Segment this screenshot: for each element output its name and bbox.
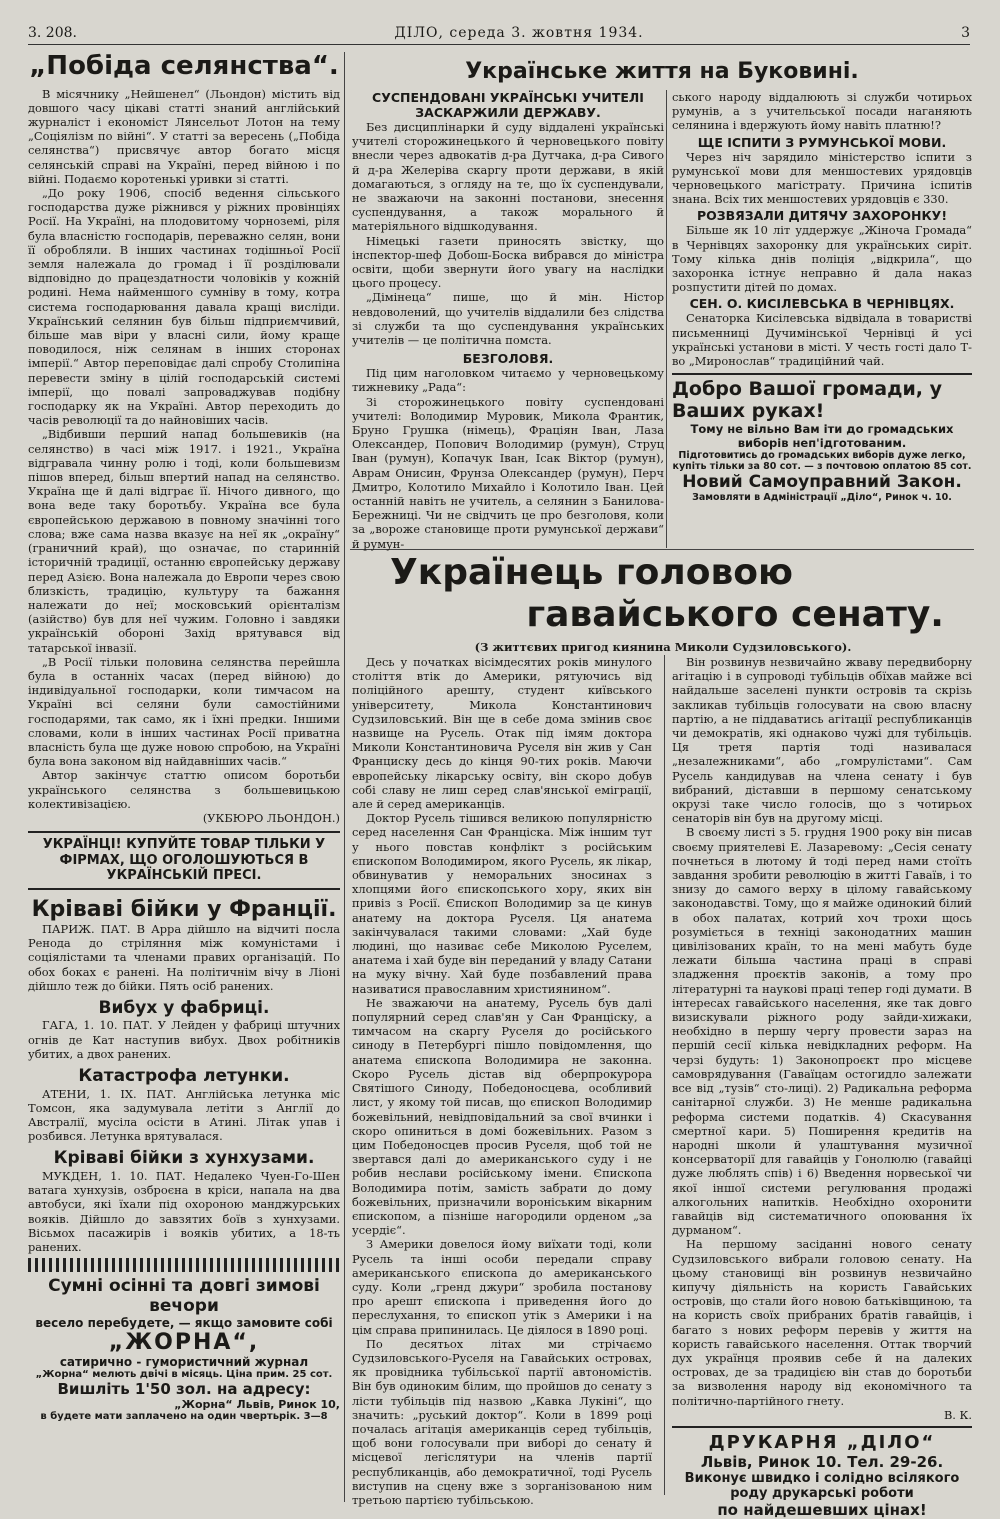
hunhuz-text: МУКДЕН, 1. 10. ПАТ. Недалеко Чуен-Го-Шен ватага хунхузів, озброєна в кріси, напала на два автобуси, які їхали під охороною манджурських вояків. Дійшло до завзятих боїв з хунхузами. Вісьмох пасажирів і вояків убитих, а 18-ть ранених. — [28, 1169, 340, 1255]
printing-ad-title: ДРУКАРНЯ „ДІЛО“ — [708, 1431, 936, 1453]
community-ad — [672, 373, 972, 503]
article-paragraph: Автор закінчує статтю описом боротьби українського селянства з большевицькою колективізацією. — [28, 768, 340, 811]
bukovina-column-right — [672, 90, 972, 548]
column-rule — [344, 52, 345, 1502]
bukovina-paragraph: Під цим наголовком читаємо у черновецькому тижневику „Рада“: — [352, 366, 664, 395]
hawaii-paragraph: Десь у початках вісімдесятих років минулого століття втік до Америки, рятуючись від поліційного арешту, студент київського університету, Микола Константинович Судзиловський. Він ще в себе дома змінив своє назвище на Русель. Отак під імям доктора Миколи Константиновича Руселя він жив у Сан Франциску десь до кінця 90-тих років. Маючи европейську лікарську освіту, він скоро добув собі славу не лиш серед слав'янської еміграції, але й серед американців. — [352, 655, 652, 812]
left-column — [28, 52, 340, 1497]
bukovina-title: Українське життя на Буковині. — [465, 59, 859, 84]
printing-ad-line: роду друкарські роботи — [730, 1485, 914, 1501]
issue-date: середа 3. жовтня 1934. — [449, 25, 644, 41]
hawaii-title-line2: гавайського сенату. — [526, 594, 944, 635]
ad-line: сатирично - гумористичний журнал — [59, 1355, 309, 1370]
hawaii-subtitle: (З життєвих пригод киянина Миколи Судзиловського). — [474, 640, 852, 654]
article-paragraph: „Відбивши перший напад большевиків (на селянство) в часі між 1917. і 1921., Україна відгравала чинну ролю і тоді, коли большевизм пішов вперед, більш впертий напад на селянство. Україна ще й далі відграє її. Нічого дивного, що вона веде таку боротьбу. Україна все була європейською державою в повному значінні того слова; вже сама назва вказує на неї як „окраїну“ (граничний край), що означає, по старинній історичній традиції, останню європейську державу перед Азією. Вона належала до Европи через свою близкість, традицію, культуру та бажання належати до неї; московський орієнталізм (азійство) був для неї чужим. Головно і завдяки українській обороні Захід врятувався від татарської інвазії. — [28, 427, 340, 655]
factory-title: Вибух у фабриці. — [98, 997, 270, 1018]
hawaii-paragraph: Він розвинув незвичайно жваву передвиборну агітацію і в супроводі тубільців обїхав майже всі найдальше заселені пункти островів та скрізь закликав тубільців голосувати на свою власну партію, а не піддаватись агітації республиканців чи демократів, які однаково чужі для тубільців. Ця третя партія тоді називалася „незалежниками“, або „гомрулістами“. Сам Русель кандидував на члена сенату і був вибраний, діставши в першому сенатському окрузі таке число голосів, що з чотирьох сенаторів він був на другому місці. — [672, 655, 972, 826]
community-ad-line: Підготовитись до громадських виборів дуже легко, купіть тільки за 80 сот. — з почтовою оплатою 85 сот. — [672, 450, 972, 473]
hawaii-paragraph: З Америки довелося йому виїхати тоді, коли Русель та інші особи передали справу американського єпископа до американського суду. Коли „гренд джури“ зробила постанову про арешт єпископа і приведення його до переслухання, то єпископ утік з Америки і на цім справа припинилась. Це діялося в 1890 році. — [352, 1237, 652, 1337]
bukovina-subhead: СУСПЕНДОВАНІ УКРАЇНСЬКІ УЧИТЕЛІ ЗАСКАРЖИЛИ ДЕРЖАВУ. — [372, 90, 644, 120]
community-ad-order: Замовляти в Адміністрації „Діло“, Ринок ч. 10. — [692, 492, 952, 504]
article-paragraph: „В Росії тільки половина селянства перейшла була в останніх часах (перед війною) до індивідуальної господарки, коли тимчасом на Україні всі селяни були самостійними господарями, так само, як і їхні предки. Іншими словами, коли в інших частинах Росії приватна власність була ще дуже новою спробою, на Україні була вона законом від найдавніших часів.“ — [28, 654, 340, 769]
article-paragraph: „До року 1906, спосіб ведення сільського господарства дуже ріжнився у ріжних провінціях Росії. На Україні, на плодовитому чорноземі, ріля була власністю господарів, переважно селян, вони її обробляли. В інших частинах тодішньої Росії земля належала до громад і її розділювали відповідно до працездатности чоловіків у кожній родині. Нема найменшого сумніву в тому, котра система господарювання давала кращі висліди. Український селянин був більш підприємчивий, більше мав віри у власні сили, йому краще поводилося, ніж селянам в інших сторонах імперії.“ Автор переповідає далі спробу Столипіна перевести зміну в цілій господарській системі імперії, що повалі запроваджував подібну господарку як на Україні. Автор переходить до часів революції та до найновіших часів. — [28, 186, 340, 428]
bukovina-paragraph: Німецькі газети приносять звістку, що інспектор-шеф Добош-Боска вибрався до міністра освіти, щоби звернути його увагу на наслідки цього процесу. — [352, 233, 664, 291]
masthead — [28, 22, 970, 45]
bukovina-paragraph: Більше як 10 літ уддержує „Жіноча Громада“ в Чернівцях захоронку для українських сиріт. Тому кілька днів поліція „відкрила“, що захоронка істнує неправно й дала наказ розпустити дітей по домах. — [672, 223, 972, 295]
factory-text: ГАГА, 1. 10. ПАТ. У Лейден у фабриці штучних огнів де Кат наступив вибух. Двох робітників убитих, а двох ранених. — [28, 1018, 340, 1061]
column-rule — [664, 655, 665, 1495]
bukovina-paragraph: Через ніч зарядило міністерство іспити з румунської мови для меншостевих урядовців черновецького магістрату. Причина іспитів знана. Всіх тих меншостевих урядовців є 330. — [672, 149, 972, 207]
hawaii-column-left — [352, 655, 652, 1507]
community-ad-book: Новий Самоуправний Закон. — [682, 472, 962, 493]
ad-line: „Жорна“ мелють двічі в місяць. Ціна прим. 25 сот. — [35, 1369, 333, 1381]
page-number-left: 3. 208. — [28, 25, 77, 41]
column-rule — [666, 90, 667, 548]
bukovina-paragraph: Зі сторожинецького повіту суспендовані учителі: Володимир Муровик, Микола Франтик, Бруно Грушка (німець), Фраціян Іван, Лаза Олександер, Попович Володимир (румун), Струц Іван (румун), Копачук Іван, Ісак Віктор (румун), Аврам Онисин, Фрунза Олександер (румун), Перч Дмитро, Колотило Михайло і Колотило Іван. Цей останній навіть не учитель, а селянин з Банилова-Бережниці. Чи не свідчить це про безголовя, коли за „вороже становище проти румунської держави“ й румун- — [352, 394, 664, 551]
ad-line: „Жорна“ Львів, Ринок 10, — [174, 1398, 340, 1412]
bukovina-subhead: СЕН. О. КИСІЛЕВСЬКА В ЧЕРНІВЦЯХ. — [689, 296, 955, 312]
bukovina-paragraph: Без дисциплінарки й суду віддалені українські учителі сторожинецького й черновецького повіту внесли через адвокатів д-ра Дутчака, д-ра Сивого й д-ра Желеріва скаргу проти держави, в якій домагаються, з огляду на те, що їх суспендували, не зважаючи на законні постанови, знесення суспендування, а також морального й матеріяльного відшкодування. — [352, 120, 664, 234]
article-paragraph: В місячнику „Нейшенел“ (Льондон) містить від довшого часу цікаві статті знаний англійський журналіст і економіст Лянсельот Лотон на тему „Соціялізм по війні“. У статті за вересень („Побіда селянства“) присвячує автор богато місця селянській справі на Україні, перед війною і по війні. Подаємо коротенькі уривки зі статті. — [28, 86, 340, 186]
ad-line: в будете мати заплачено на один чвертьрік. 3—8 — [40, 1411, 328, 1423]
paper-name: ДІЛО, — [394, 25, 444, 41]
flyer-text: АТЕНИ, 1. IX. ПАТ. Англійська летунка міс Томсон, яка задумувала летіти з Англії до Австралії, мусіла осісти в Атині. Літак упав і розбився. Летунка врятувалася. — [28, 1086, 340, 1144]
france-text: ПАРИЖ. ПАТ. В Арра дійшло на відчиті посла Ренода до стріляння між комуністами і соціялістами та членами правих організацій. По обох боках є ранені. На політичнім вічу в Ліоні дійшло теж до бійки. Пять осіб ранених. — [28, 921, 340, 993]
hawaii-paragraph: Не зважаючи на анатему, Русель був далі популярний серед слав'ян у Сан Франціску, а тимчасом на скаргу Руселя до російського синоду в Петербургі пішло повідомлення, що анатема єпископа Володимира не законна. Скоро Русель дістав від оберпрокурора Святішого Синоду, Победоносцева, особливий лист, у якому той писав, що єпископ Володимир божевільний, невідповідальний за свої вчинки і скоро опиниться в домі божевільних. Разом з цим Победоносцев просив Руселя, щоб той не звертався далі до американського суду і не робив неслави російському імени. Єпископа Володимира потім, замість забрати до дому божевільних, призначили вороніським вікарним єпископом, а пізніше нагородили орденом „за усердіє“. — [352, 995, 652, 1238]
france-title: Кріваві бійки у Франції. — [31, 896, 337, 922]
bukovina-paragraph: Сенаторка Кисілевська відвідала в товаристві письменниці Дучимінської Чернівці й усі українські установи в місті. У честь гості дало Т-во „Миронослав“ традиційний чай. — [672, 311, 972, 369]
printing-ad-line: по найдешевших цінах! — [717, 1500, 927, 1519]
hawaii-paragraph: По десятьох літах ми стрічаємо Судзиловського-Руселя на Гавайських островах, як провідника тубільської партії автономістів. Він був одиноким білим, що пройшов до сенату з лісти тубільців під назвою „Кавка Лукіні“, що значить: „руський доктор“. Коли в 1899 році почалась агітація американців серед тубільців, щоб вони голосували при виборі до сенату й місцевої легіслятури на членів партії республиканців, або демократичної, тоді Русель виступив на сцену вже з зорганізованою ним третьою партією тубільською. — [352, 1336, 652, 1507]
hawaii-headline — [352, 552, 974, 652]
ad-line: весело перебудете, — якщо замовите собі — [35, 1316, 333, 1331]
page-number-right: 3 — [961, 25, 970, 41]
bukovina-paragraph: „Дімінеца“ пише, що й мін. Ністор невдоволений, що учителів віддалили без слідства зі служби та що суспендування українських учителів — це політична помста. — [352, 290, 664, 348]
ornament-border — [28, 1258, 340, 1272]
ad-line: Сумні осінні та довгі зимові вечори — [48, 1276, 320, 1317]
bukovina-subhead: ЩЕ ІСПИТИ З РУМУНСЬКОЇ МОВИ. — [697, 134, 947, 150]
community-ad-line: Тому не вільно Вам іти до громадських виборів неп'ідготованим. — [690, 422, 954, 451]
zhorna-ad — [28, 1276, 340, 1422]
masthead-title — [394, 25, 643, 41]
community-ad-headline: Добро Вашої громади, у Ваших руках! — [672, 378, 942, 423]
flyer-title: Катастрофа летунки. — [78, 1066, 290, 1087]
hunhuz-title: Кріваві бійки з хунхузами. — [53, 1148, 315, 1169]
notice-text: УКРАЇНЦІ! КУПУЙТЕ ТОВАР ТІЛЬКИ У ФІРМАХ, ЩО ОГОЛОШУЮТЬСЯ В УКРАЇНСЬКІЙ ПРЕСІ. — [42, 836, 326, 884]
bukovina-subhead: РОЗВЯЗАЛИ ДИТЯЧУ ЗАХОРОНКУ! — [696, 208, 948, 224]
hawaii-paragraph: В своєму листі з 5. грудня 1900 року він писав своєму приятелеві Е. Лазаревому: „Сесія сенату почнеться в лютому й тоді перед нами стоїть завдання зробити революцію в житті Гаваїв, і то знизу до самого верху в цілому гавайському законодавстві. Тому, що я майже одинокий білий в обох палатах, котрий хоч трохи щось розуміється в техніці законодатних машин цивілізованих країн, то на мені мабуть буде лежати більша частина праці в справі зладження проєктів законів, а тому про літературні та наукові праці тепер годі думати. В інтересах гавайського населення, яке так довго визискували ріжного роду зайди-хижаки, необхідно в першу чергу провести зараз на першій сесії кілька невідкладних реформ. На черзі будуть: 1) Законопроєкт про місцеве самоврядування (Гаваїцам остогидло залежати все від „тузів“ сто-лиці). 2) Радикальна реформа санітарної служби. 3) Не менше радикальна реформа системи податків. 4) Скасування смертної кари. 5) Поширення кредитів на народні школи й улаштування музичної консерваторії для гавайців у Гонолюлю (гавайці дуже люблять спів) і 6) Введення норвеської чи якої іншої системи регулювання продажі алкогольних напитків. Необхідно охоронити гавайців від систематичного опоювання їх дурманом“. — [672, 825, 972, 1238]
bukovina-column-left — [352, 90, 664, 551]
ad-line: Вишліть 1'50 зол. на адресу: — [57, 1380, 311, 1399]
printing-ad-address: Львів, Ринок 10. Тел. 29-26. — [700, 1452, 944, 1471]
notice-box — [28, 831, 340, 890]
hawaii-column-right — [672, 655, 972, 1519]
hawaii-signature: В. К. — [943, 1407, 972, 1422]
hawaii-paragraph: Доктор Русель тішився великою популярністю серед населення Сан Франціска. Між іншим тут у нього повстав конфлікт з російським єпископом Володимиром, якого Русель, як лікар, обвинуватив у неморальних зносинах з хлопцями його єпископського хору, яких він привіз з Росії. Єпископ Володимир за це кинув анатему на доктора Руселя. Ця анатема закінчувалася такими словами: „Хай буде людині, що називає себе Миколою Руселем, анатема і хай буде він переданий у владу Сатани на муку вічну. Хай буде позбавлений права називатися православним християнином“. — [352, 811, 652, 996]
hawaii-paragraph: На першому засіданні нового сенату Судзиловського вибрали головою сенату. На цьому становищі він розвинув незвичайно кипучу діяльність на користь Гавайських островів, що стали його новою батьківщиною, та на користь своїх прибраних братів гавайців, і багато з нових реформ перевів у життя на користь гавайського населення. Оттак творчий дух українця проявив себе й на далеких островах, де за традицією він став до боротьби за визволення народу від економічного та політично-партійного гнету. — [672, 1237, 972, 1408]
article-title-peasantry: „Побіда селянства“. — [29, 51, 339, 81]
bukovina-paragraph: ського народу віддалюють зі служби чотирьох румунів, а з учительської посади наганяють селянина і вдержують йому навіть платню!? — [672, 90, 972, 133]
printing-ad — [672, 1426, 972, 1519]
hawaii-title-line1: Українець головою — [390, 552, 794, 593]
printing-ad-line: Виконує швидко і солідно всілякого — [684, 1470, 960, 1486]
article-signature: (УКБЮРО ЛЬОНДОН.) — [202, 810, 340, 825]
ad-journal-name: „ЖОРНА“, — [108, 1330, 260, 1356]
bukovina-subhead: БЕЗГОЛОВЯ. — [462, 351, 554, 367]
